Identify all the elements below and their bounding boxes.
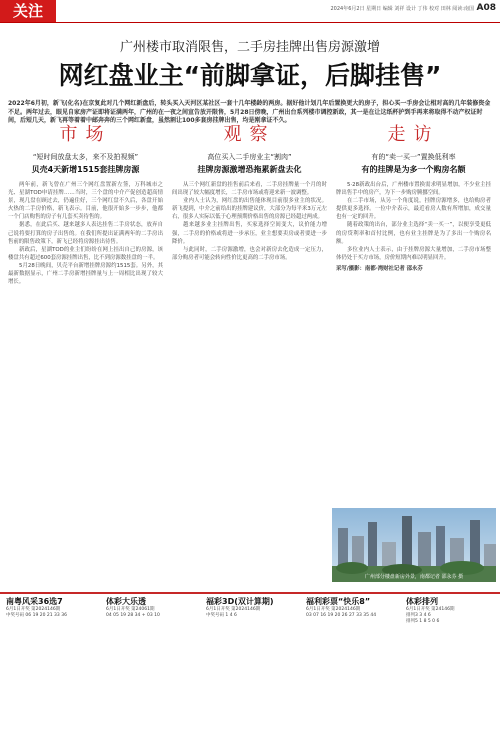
paragraph: 业内人士认为，网红盘的出售能体现目前很多业主的状况。新飞提到，中介之前给出的挂牌建议价，大部分为每平米3万元左右，很多人实际以低于心理预期价格出售的房源已经超过两成。 — [172, 198, 327, 221]
photo-caption: 广州部分楼盘新房外景，南都记者 邵永芬 摄 — [364, 574, 464, 580]
author-byline: 采写/摄影：南都·湾财社记者 邵永芬 — [336, 265, 423, 272]
paragraph: 越来越多业主挂牌出售，买家选择空间变大，议价能力增强，二手房的价格或将进一步承压，业主想要卖房或者要进一步降价。 — [172, 222, 327, 245]
section-tag: 关注 — [0, 0, 56, 22]
column-head: 走访 — [387, 124, 440, 145]
paragraph: 新政后，星湖TOD的业主们纷纷在网上挂出自己的房源，该楼盘共有超过600套房源挂牌出售，比不到房源数挂盘的一半。 — [8, 246, 163, 261]
column-title: 贝壳4天新增1515套挂牌房源 — [31, 165, 140, 174]
column-observation — [172, 124, 327, 262]
lottery-box — [406, 596, 454, 625]
article-lead: 2022年6月初，新飞(化名)在京复此对几个网红新盘后，转头买入天河区某社区一套十几年楼龄的两房。据好他计划几年后置换更大的房子，担心买一手房会让相对高的几年装修资金不足。两年过去，眼见自家房产证即将证满两年，广州的在一夜之间宣告放开限售，5月28日傍晚，广州出台系列楼市调控新政，其一是在让这纸杯护到手再来将取得不动产权证时间，后短几天，新飞再等着着中邮奔奔的三个网红新盘，虽然割让100多套房挂牌出售，均是刚拿证不久。 — [8, 100, 491, 124]
column-kicker: 有的“卖一买一”置换低利率 — [371, 153, 456, 161]
paragraph: 据悉，在此后买、越来越多人表达挂售二手房状态，放弃自己说将要打算的房子出售的。在我们所提出证满两年的二手房出售前的限售政策下，新飞已经将房源挂出待售。 — [8, 222, 163, 245]
lottery-box — [306, 596, 376, 619]
lottery-line: 中奖号码 06 19 20 21 33 36 — [6, 613, 67, 618]
city-skyline-photo — [332, 508, 496, 582]
article-subtitle: 广州楼市取消限售，二手房挂牌出售房源激增 — [119, 40, 380, 55]
column-body — [8, 181, 163, 286]
column-title: 有的挂牌是为多一个购房名额 — [361, 165, 466, 174]
column-title: 挂牌房源激增恐拖累新盘去化 — [197, 165, 302, 174]
lottery-title: 体彩排列 — [406, 597, 438, 606]
paragraph: 随着政策的出台，部分业主选择“卖一买一”，以便享受更低的房贷利率和首付比例，也有业主挂牌是为了多出一个购房名额。 — [336, 222, 491, 245]
lottery-line: 6月1日开奖 第24061期 — [106, 607, 155, 612]
lottery-title: 南粤风采36选7 — [6, 597, 63, 606]
lottery-line: 6月1日开奖 第24146期 — [406, 607, 455, 612]
lottery-line: 排列5 1 8 5 0 6 — [406, 619, 440, 624]
paragraph: 从三个网红新盘的挂售前后来看，二手房挂牌量一个月的时间出现了较大幅度增长，二手房市场或将迎来新一波调整。 — [172, 182, 327, 197]
paragraph: 与此同时，二手房源激增，也会对新房去化造成一定压力，部分购房者可能会转向性价比更高的二手房市场。 — [172, 246, 327, 261]
lottery-line: 6月1日开奖 第2024146期 — [206, 607, 261, 612]
issue-info: 2024年6月2日 星期日 编辑 刘祥 设计 丁伟 校对 田林 阅读:南国 — [330, 6, 474, 12]
column-kicker: “短时间放盘太多，来不及拍视频” — [32, 153, 139, 161]
lottery-title: 福彩3D(双计算期) — [206, 597, 274, 606]
lottery-title: 体彩大乐透 — [106, 597, 146, 606]
header-bar — [0, 0, 500, 23]
paragraph: 5月28日晚间，贝壳平台新增挂牌房源约1515套。另外，其最新数据显示，广州二手房新增挂牌量与上一周相比出现了较大增长。 — [8, 262, 163, 286]
lottery-strip — [0, 596, 500, 746]
lottery-box — [6, 596, 67, 619]
paragraph: 两年前，新飞曾在广州三个网红盘置新左签，万科城市之光、星湖TOD申请挂牌……当时，三个盘的中介产促创造超高情景，现几盘在顾过去，仍遍住好，三个网红盘不久后，各盘开始火热的二手房价格，新飞表示。目前，他很开始多一步步，他都一个门店购售的房子有几套买卖待售的。 — [8, 182, 163, 221]
column-visit — [336, 124, 491, 272]
column-head: 市场 — [59, 124, 112, 145]
lottery-line: 03 07 16 19 20 26 27 33 35 44 — [306, 613, 377, 618]
column-body — [172, 181, 327, 262]
column-kicker: 高位买入二手房业主“割肉” — [207, 153, 292, 161]
paragraph: 5·28新政出台后，广州楼市置换需求明显增加，不少业主挂牌出售手中的房产，为下一步购房腾挪空间。 — [336, 182, 491, 197]
paragraph: 多位业内人士表示，由于挂牌房源大量增加，二手房市场整体仍处于买方市场，房价短期内难以明显回升。 — [336, 246, 491, 261]
lottery-box — [106, 596, 160, 619]
lottery-line: 排列3 3 4 6 — [406, 613, 431, 618]
column-market — [8, 124, 163, 286]
paragraph: 在二手市场，从另一个角度说，挂牌房源增多，也给购房者提供更多选择。一位中介表示，最近看房人数有所增加，成交量也有一定的回升。 — [336, 198, 491, 221]
lottery-line: 6月1日开奖 第2024146期 — [306, 607, 361, 612]
page-number: A08 — [476, 3, 496, 13]
column-body — [336, 181, 491, 262]
lottery-line: 04 05 19 28 34 + 03 10 — [106, 613, 160, 618]
article-title: 网红盘业主“前脚拿证，后脚挂售” — [58, 61, 442, 90]
lottery-title: 福利彩票“快乐8” — [306, 597, 371, 606]
lottery-line: 中奖号码 1 4 6 — [206, 613, 237, 618]
bottom-rule — [0, 592, 500, 594]
lottery-line: 6月1日开奖 第2024146期 — [6, 607, 61, 612]
column-head: 观察 — [223, 124, 276, 145]
lottery-box — [206, 596, 274, 619]
